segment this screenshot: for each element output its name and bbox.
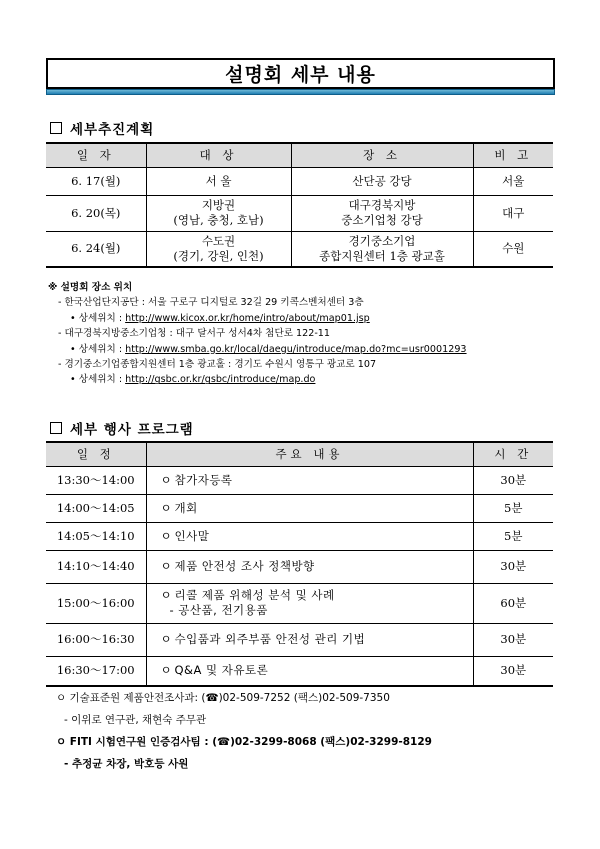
bullet-icon: ㅇ xyxy=(160,528,173,543)
table-row xyxy=(46,656,553,686)
cell-target xyxy=(146,231,291,267)
cell-duration: 5분 xyxy=(473,522,553,550)
cell-note: 서울 xyxy=(473,167,553,195)
contact-fiti xyxy=(56,735,432,749)
table-row xyxy=(46,583,553,623)
header-note: 비 고 xyxy=(473,143,553,167)
cell-date: 6. 17(월) xyxy=(46,167,146,195)
cell-duration: 30분 xyxy=(473,550,553,583)
cell-content xyxy=(146,656,473,686)
cell-duration: 60분 xyxy=(473,583,553,623)
cell-time: 13:30～14:00 xyxy=(46,466,146,494)
cell-duration: 5분 xyxy=(473,494,553,522)
header-date: 일 자 xyxy=(46,143,146,167)
cell-duration: 30분 xyxy=(473,466,553,494)
document-title-block xyxy=(46,58,555,98)
contact-line: ㅇ FITI 시험연구원 인증검사팀 : (☎)02-3299-8068 (팩스)02-3299-8129 xyxy=(56,736,432,748)
bullet-icon: ㅇ xyxy=(160,559,173,573)
location-name: - 경기중소기업종합지원센터 1층 광교홀 : 경기도 수원시 영통구 광교로 107 xyxy=(58,359,377,371)
cell-content xyxy=(146,466,473,494)
location-link[interactable]: http://www.smba.go.kr/local/daegu/introduce/map.do?mc=usr0001293 xyxy=(125,343,467,355)
location-title: ※ 설명회 장소 위치 xyxy=(48,282,133,293)
table-row xyxy=(46,231,553,267)
detail-label: • 상세위치 : xyxy=(70,312,126,324)
cell-place xyxy=(291,195,473,231)
table-row xyxy=(46,522,553,550)
schedule-table xyxy=(46,142,553,268)
content-text: 개회 xyxy=(174,500,198,515)
location-detail xyxy=(48,342,568,357)
cell-target xyxy=(146,195,291,231)
cell-target xyxy=(146,167,291,195)
detail-label: • 상세위치 : xyxy=(70,343,126,355)
place-line: 산단공 강당 xyxy=(352,173,412,188)
content-text: Q&A 및 자유토론 xyxy=(174,663,269,678)
target-line: 지방권 xyxy=(201,198,236,212)
table-row xyxy=(46,494,553,522)
cell-time: 14:05～14:10 xyxy=(46,522,146,550)
target-line: 서 울 xyxy=(205,173,232,188)
contact-staff: - 추정균 차장, 박호등 사원 xyxy=(64,758,189,770)
contact-kats-staff xyxy=(56,713,206,727)
location-name: - 한국산업단지공단 : 서울 구로구 디지털로 32길 29 키콕스벤처센터 3층 xyxy=(58,297,364,309)
table-row xyxy=(46,623,553,656)
cell-note: 대구 xyxy=(473,195,553,231)
contact-line: ㅇ 기술표준원 제품안전조사과: (☎)02-509-7252 (팩스)02-509-7350 xyxy=(56,692,390,704)
cell-duration: 30분 xyxy=(473,656,553,686)
bullet-icon: ㅇ xyxy=(160,472,173,487)
bullet-icon: ㅇ xyxy=(160,588,173,602)
cell-date: 6. 24(월) xyxy=(46,231,146,267)
header-content: 주요 내용 xyxy=(146,442,473,466)
cell-duration: 30분 xyxy=(473,623,553,656)
content-subline: - 공산품, 전기용품 xyxy=(169,603,268,617)
section-heading-text: 세부추진계획 xyxy=(70,122,155,138)
header-time: 일 정 xyxy=(46,442,146,466)
cell-content xyxy=(146,583,473,623)
target-line: (영남, 충청, 호남) xyxy=(173,213,264,227)
location-detail xyxy=(48,311,568,326)
cell-note: 수원 xyxy=(473,231,553,267)
cell-time: 14:10～14:40 xyxy=(46,550,146,583)
section-heading-text: 세부 행사 프로그램 xyxy=(70,422,194,438)
document-title: 설명회 세부 내용 xyxy=(225,64,376,86)
place-line: 대구경북지방 xyxy=(348,198,416,212)
header-place: 장 소 xyxy=(291,143,473,167)
table-row xyxy=(46,195,553,231)
section-heading-plan xyxy=(50,118,154,138)
table-row xyxy=(46,550,553,583)
place-line: 경기중소기업 xyxy=(348,233,416,248)
cell-time: 15:00～16:00 xyxy=(46,583,146,623)
content-text: 수입품과 외주부품 안전성 관리 기법 xyxy=(174,632,366,646)
checkbox-icon xyxy=(50,422,62,434)
cell-time: 14:00～14:05 xyxy=(46,494,146,522)
bullet-icon: ㅇ xyxy=(160,632,173,646)
location-detail xyxy=(48,372,568,387)
content-text: 제품 안전성 조사 정책방향 xyxy=(174,559,315,573)
table-header-row xyxy=(46,442,553,466)
header-duration: 시 간 xyxy=(473,442,553,466)
location-info xyxy=(48,280,568,388)
cell-date: 6. 20(목) xyxy=(46,195,146,231)
bullet-icon: ㅇ xyxy=(160,663,173,678)
target-line: 수도권 xyxy=(201,233,236,248)
checkbox-icon xyxy=(50,122,62,134)
cell-content xyxy=(146,494,473,522)
target-line: (경기, 강원, 인천) xyxy=(173,248,264,263)
cell-content xyxy=(146,550,473,583)
cell-content xyxy=(146,522,473,550)
place-line: 중소기업청 강당 xyxy=(341,213,423,227)
location-link[interactable]: http://www.kicox.or.kr/home/intro/about/map01.jsp xyxy=(125,312,370,324)
content-text: 리콜 제품 위해성 분석 및 사례 xyxy=(174,588,335,602)
cell-content xyxy=(146,623,473,656)
place-line: 종합지원센터 1층 광교홀 xyxy=(319,248,445,263)
header-target: 대 상 xyxy=(146,143,291,167)
contact-kats xyxy=(56,691,390,705)
cell-time: 16:00～16:30 xyxy=(46,623,146,656)
table-row xyxy=(46,466,553,494)
cell-place xyxy=(291,167,473,195)
cell-place xyxy=(291,231,473,267)
table-header-row xyxy=(46,143,553,167)
content-text: 인사말 xyxy=(174,528,210,543)
location-name: - 대구경북지방중소기업청 : 대구 달서구 성서4차 첨단로 122-11 xyxy=(58,328,331,340)
title-underline-bar xyxy=(46,89,555,95)
content-text: 참가자등록 xyxy=(174,472,233,487)
program-table xyxy=(46,441,553,687)
title-box xyxy=(46,58,555,89)
table-row xyxy=(46,167,553,195)
detail-label: • 상세위치 : xyxy=(70,374,126,386)
contact-fiti-staff xyxy=(56,757,188,771)
contact-staff: - 이위로 연구관, 채현숙 주무관 xyxy=(64,714,207,726)
bullet-icon: ㅇ xyxy=(160,500,173,515)
location-link[interactable]: http://gsbc.or.kr/gsbc/introduce/map.do xyxy=(125,374,316,386)
section-heading-program xyxy=(50,418,194,438)
cell-time: 16:30～17:00 xyxy=(46,656,146,686)
